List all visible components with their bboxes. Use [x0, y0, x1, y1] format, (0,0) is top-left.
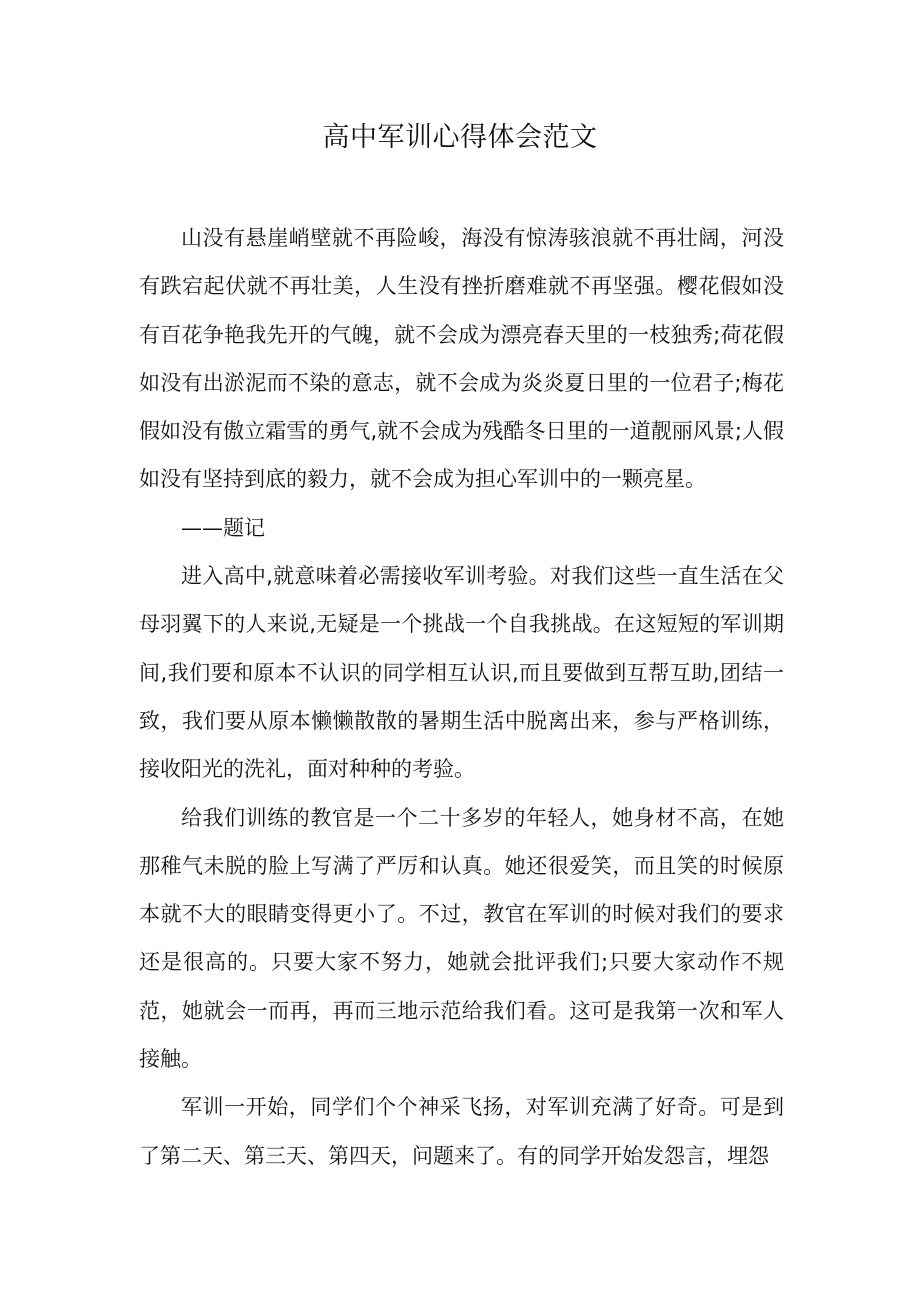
paragraph-training-start: 军训一开始，同学们个个神采飞扬，对军训充满了好奇。可是到了第二天、第三天、第四天，问题来了。有的同学开始发怨言，埋怨: [139, 1095, 784, 1168]
paragraph-entering-high-school: 进入高中,就意味着必需接收军训考验。对我们这些一直生活在父母羽翼下的人来说,无疑是一个挑战一个自我挑战。在这短短的军训期间,我们要和原本不认识的同学相互认识,而且要做到互帮互助,团结一致，我们要从原本懒懒散散的暑期生活中脱离出来，参与严格训练，接收阳光的洗礼，面对种种的考验。: [139, 564, 784, 782]
document-title: 高中军训心得体会范文: [322, 122, 598, 153]
paragraph-intro: 山没有悬崖峭壁就不再险峻，海没有惊涛骇浪就不再壮阔，河没有跌宕起伏就不再壮美，人生没有挫折磨难就不再坚强。樱花假如没有百花争艳我先开的气魄，就不会成为漂亮春天里的一枝独秀;荷花假如没有出淤泥而不染的意志，就不会成为炎炎夏日里的一位君子;梅花假如没有傲立霜雪的勇气,就不会成为残酷冬日里的一道靓丽风景;人假如没有坚持到底的毅力，就不会成为担心军训中的一颗亮星。: [139, 226, 784, 492]
document-body: [139, 214, 784, 1180]
paragraph-instructor: 给我们训练的教官是一个二十多岁的年轻人，她身材不高，在她那稚气未脱的脸上写满了严厉和认真。她还很爱笑，而且笑的时候原本就不大的眼睛变得更小了。不过，教官在军训的时候对我们的要求还是很高的。只要大家不努力，她就会批评我们;只要大家动作不规范，她就会一而再，再而三地示范给我们看。这可是我第一次和军人接触。: [139, 805, 784, 1072]
paragraph-inscription: ——题记: [181, 515, 265, 540]
